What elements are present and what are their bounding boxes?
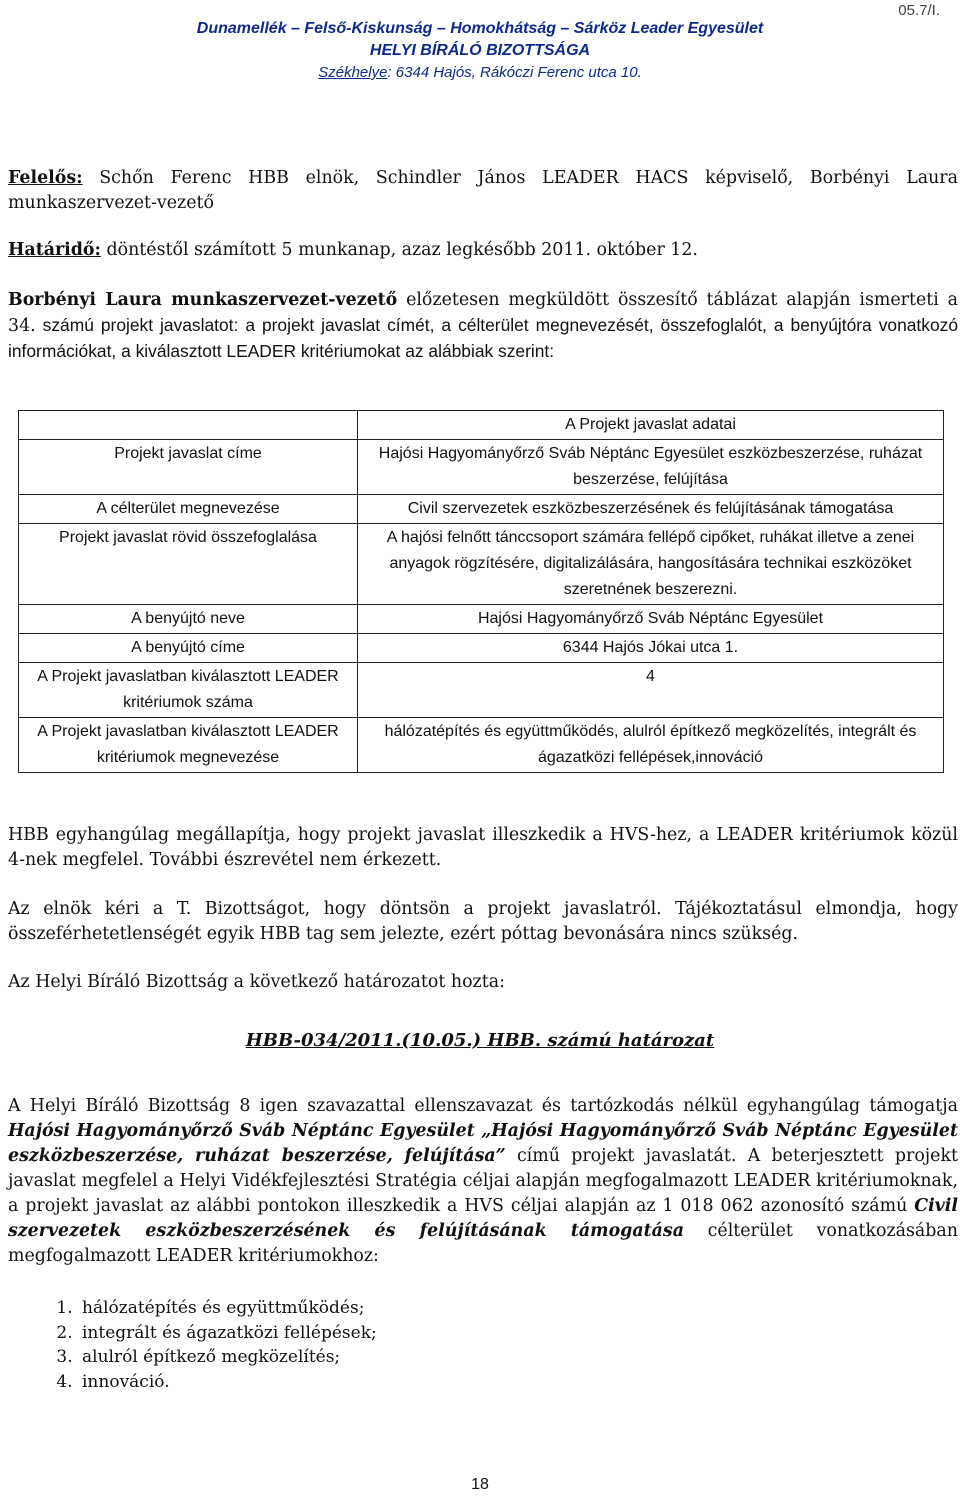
table-caption-row bbox=[19, 411, 944, 440]
row-value: 6344 Hajós Jókai utca 1. bbox=[358, 634, 944, 663]
row-label: Projekt javaslat rövid összefoglalása bbox=[19, 524, 358, 605]
table-row bbox=[19, 440, 944, 495]
committee-name: HELYI BÍRÁLÓ BIZOTTSÁGA bbox=[369, 42, 591, 59]
list-item: 2. integrált és ágazatközi fellépések; bbox=[78, 1321, 377, 1346]
deadline-paragraph bbox=[8, 238, 958, 263]
intro-bold: Borbényi Laura munkaszervezet-vezető bbox=[8, 290, 398, 310]
seat-label: Székhelye bbox=[318, 64, 388, 81]
row-label: A Projekt javaslatban kiválasztott LEADER kritériumok megnevezése bbox=[19, 718, 358, 773]
intro-paragraph bbox=[8, 288, 958, 365]
list-item: 3. alulról építkező megközelítés; bbox=[78, 1345, 377, 1370]
decision-intro: Az Helyi Bíráló Bizottság a következő határozatot hozta: bbox=[8, 972, 505, 992]
intro-text-2: számú projekt javaslatot: a projekt javaslat címét, a célterület megnevezését, összefoglalót, a benyújtóra vonatkozó információkat, a kiválasztott LEADER kritériumokat az alábbiak szerint: bbox=[8, 315, 958, 361]
organization-name: Dunamellék – Felső-Kiskunság – Homokhátság – Sárköz Leader Egyesület bbox=[196, 20, 764, 37]
table-row bbox=[19, 524, 944, 605]
row-value: Hajósi Hagyományőrző Sváb Néptánc Egyesület eszközbeszerzése, ruházat beszerzése, felújítása bbox=[358, 440, 944, 495]
deadline-text: döntéstől számított 5 munkanap, azaz legkésőbb 2011. október 12. bbox=[100, 240, 698, 260]
row-value: Civil szervezetek eszközbeszerzésének és felújításának támogatása bbox=[358, 495, 944, 524]
table-row bbox=[19, 634, 944, 663]
table-caption: A Projekt javaslat adatai bbox=[358, 411, 944, 440]
table-row bbox=[19, 495, 944, 524]
decision-title: HBB-034/2011.(10.05.) HBB. számú határozat bbox=[245, 1030, 715, 1051]
table-row bbox=[19, 718, 944, 773]
decision-text-3: célterület vonatkozásában megfogalmazott LEADER kritériumokhoz: bbox=[8, 1221, 958, 1266]
intro-text-1: előzetesen megküldött összesítő táblázat alapján ismerteti a 34. bbox=[8, 290, 958, 336]
row-value: A hajósi felnőtt tánccsoport számára fellépő cipőket, ruhákat illetve a zenei anyagok rögzítésére, digitalizálására, hangosítására technikai eszközöket szeretnének beszerezni. bbox=[358, 524, 944, 605]
decision-text-1: A Helyi Bíráló Bizottság 8 igen szavazattal ellenszavazat és tartózkodás nélkül egyhangúlag támogatja bbox=[8, 1096, 958, 1116]
list-item: 4. innováció. bbox=[78, 1370, 377, 1395]
deadline-label: Határidő: bbox=[8, 240, 101, 260]
seat-value: : 6344 Hajós, Rákóczi Ferenc utca 10. bbox=[387, 64, 642, 81]
seat-address bbox=[0, 62, 960, 84]
project-data-table bbox=[18, 410, 944, 773]
document-header bbox=[0, 18, 960, 84]
row-label: A célterület megnevezése bbox=[19, 495, 358, 524]
row-label: A benyújtó neve bbox=[19, 605, 358, 634]
table-row bbox=[19, 605, 944, 634]
decision-target-area: Civil szervezetek eszközbeszerzésének és felújításának támogatása bbox=[8, 1196, 958, 1241]
page-id: 05.7/I. bbox=[898, 2, 940, 19]
row-label: Projekt javaslat címe bbox=[19, 440, 358, 495]
responsible-label: Felelős: bbox=[8, 168, 83, 188]
responsible-text: Schőn Ferenc HBB elnök, Schindler János LEADER HACS képviselő, Borbényi Laura munkaszervezet-vezető bbox=[8, 168, 958, 213]
row-label: A Projekt javaslatban kiválasztott LEADER kritériumok száma bbox=[19, 663, 358, 718]
row-value: Hajósi Hagyományőrző Sváb Néptánc Egyesület bbox=[358, 605, 944, 634]
row-label: A benyújtó címe bbox=[19, 634, 358, 663]
list-item: 1. hálózatépítés és együttműködés; bbox=[78, 1296, 377, 1321]
responsible-paragraph bbox=[8, 166, 958, 216]
row-value: 4 bbox=[358, 663, 944, 718]
decision-text-2: című projekt javaslatát. A beterjesztett projekt javaslat megfelel a Helyi Vidékfejlesztési Stratégia céljai alapján megfogalmazott LEADER kritériumoknak, a projekt javaslat az alábbi pontokon illeszkedik a HVS céljai alapján az 1 018 062 azonosító számú bbox=[8, 1146, 958, 1216]
criteria-list bbox=[40, 1296, 377, 1394]
chair-paragraph: Az elnök kéri a T. Bizottságot, hogy döntsön a projekt javaslatról. Tájékoztatásul elmondja, hogy összeférhetetlenségét egyik HBB tag sem jelezte, ezért póttag bevonására nincs szükség. bbox=[8, 899, 958, 944]
hbb-paragraph: HBB egyhangúlag megállapítja, hogy projekt javaslat illeszkedik a HVS-hez, a LEADER kritériumok közül 4-nek megfelel. További észrevétel nem érkezett. bbox=[8, 825, 958, 870]
page-number: 18 bbox=[471, 1476, 489, 1493]
table-cell bbox=[19, 411, 358, 440]
decision-project-name: Hajósi Hagyományőrző Sváb Néptánc Egyesület „Hajósi Hagyományőrző Sváb Néptánc Egyesület eszközbeszerzése, ruházat beszerzése, felújítása” bbox=[8, 1121, 958, 1166]
row-value: hálózatépítés és együttműködés, alulról építkező megközelítés, integrált és ágazatközi fellépések,innováció bbox=[358, 718, 944, 773]
table-row bbox=[19, 663, 944, 718]
decision-paragraph bbox=[8, 1094, 958, 1269]
